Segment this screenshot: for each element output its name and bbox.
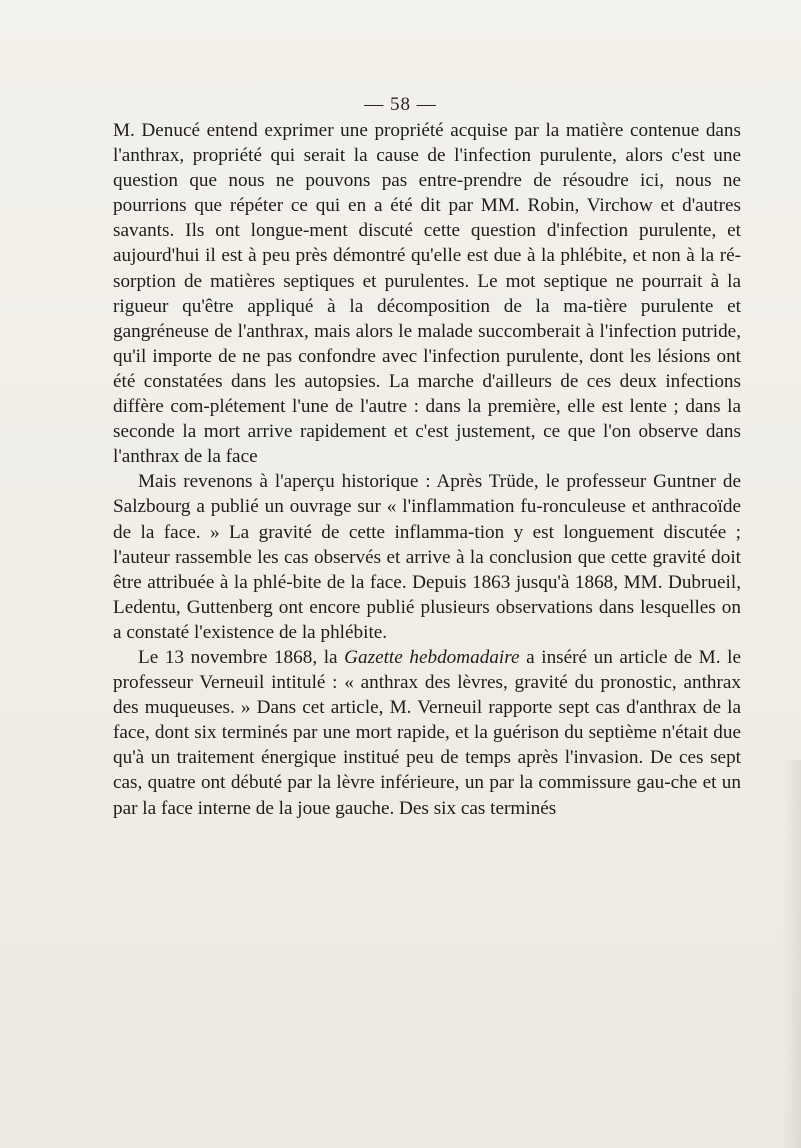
paragraph-3-rest: a inséré un article de M. le professeur Verneuil intitulé : « anthrax des lèvres, gravité du pronostic, anthrax des muqueuses. » Dans cet article, M. Verneuil rapporte sept cas d'anthrax de la face, dont six terminés par une mort rapide, et la guérison du septième n'était due qu'à un traitement énergique institué peu de temps après l'invasion. De ces sept cas, quatre ont débuté par la lèvre inférieure, un par la commissure gau-che et un par la face interne de la joue gauche. Des six cas terminés bbox=[113, 646, 741, 819]
paragraph-3 bbox=[113, 645, 741, 821]
paragraph-3-start: Le 13 novembre 1868, la bbox=[138, 646, 345, 668]
page-number: — 58 — bbox=[364, 94, 437, 115]
journal-title: Gazette hebdomadaire bbox=[344, 646, 520, 668]
paragraph-1: M. Denucé entend exprimer une propriété acquise par la matière contenue dans l'anthrax, propriété qui serait la cause de l'infection purulente, alors c'est une question que nous ne pouvons pas entre-prendre de résoudre ici, nous ne pourrions que répéter ce qui en a été dit par MM. Robin, Virchow et d'autres savants. Ils ont longue-ment discuté cette question d'infection purulente, et aujourd'hui il est à peu près démontré qu'elle est due à la phlébite, et non à la ré-sorption de matières septiques et purulentes. Le mot septique ne pourrait à la rigueur qu'être appliqué à la décomposition de la ma-tière purulente et gangréneuse de l'anthrax, mais alors le malade succomberait à l'infection putride, qu'il importe de ne pas confondre avec l'infection purulente, dont les lésions ont été constatées dans les autopsies. La marche d'ailleurs de ces deux infections diffère com-plétement l'une de l'autre : dans la première, elle est lente ; dans la seconde la mort arrive rapidement et c'est justement, ce que l'on observe dans l'anthrax de la face bbox=[113, 120, 741, 468]
paragraph-2: Mais revenons à l'aperçu historique : Après Trüde, le professeur Guntner de Salzbourg a publié un ouvrage sur « l'inflammation fu-ronculeuse et anthracoïde de la face. » La gravité de cette inflamma-tion y est longuement discutée ; l'auteur rassemble les cas observés et arrive à la conclusion que cette gravité doit être attribuée à la phlé-bite de la face. Depuis 1863 jusqu'à 1868, MM. Dubrueil, Ledentu, Guttenberg ont encore publié plusieurs observations dans lesquelles on a constaté l'existence de la phlébite. bbox=[113, 471, 741, 643]
page-edge-shadow bbox=[783, 760, 801, 1148]
body-text bbox=[113, 118, 741, 821]
